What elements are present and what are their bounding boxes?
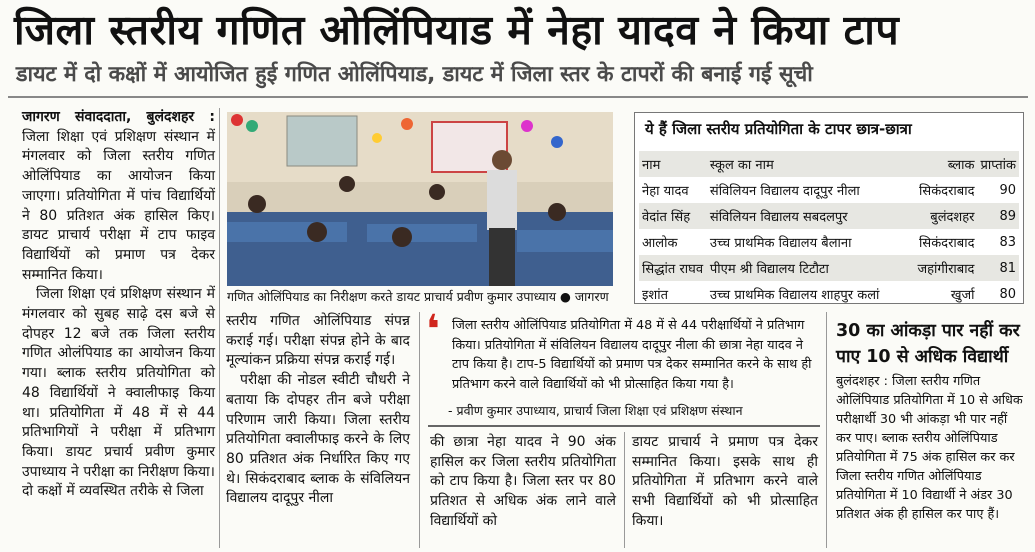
header-marks: प्राप्तांक <box>977 151 1019 177</box>
article-column-4 <box>632 433 818 532</box>
divider <box>428 425 820 427</box>
cell-school: उच्च प्राथमिक विद्यालय शाहपुर कलां <box>709 288 880 303</box>
sidebar-headline: 30 का आंकड़ा पार नहीं कर पाए 10 से अधिक विद्यार्थी <box>836 321 1020 367</box>
cell-name: इशांत <box>642 288 669 303</box>
paragraph: परीक्षा की नोडल स्वीटी चौधरी ने बताया कि दोपहर तीन बजे परीक्षा परिणाम जारी किया। जिला स्तरीय प्रतियोगिता क्वालीफाइ करने के लिए 80 प्रतिशत अंक निर्धारित किए गए थे। सिकंदराबाद ब्लाक के संविलियन विद्यालय दादूपुर नीला <box>226 372 410 507</box>
paragraph: की छात्रा नेहा यादव ने 90 अंक हासिल कर जिला स्तरीय प्रतियोगिता को टाप किया है। जिला स्तर पर 80 प्रतिशत से अधिक अंक लाने वाले विद्यार्थियों को <box>430 434 616 529</box>
cell-marks: 89 <box>977 203 1019 229</box>
article-column-3 <box>430 433 616 532</box>
column-divider <box>419 312 420 548</box>
dateline: जागरण संवाददाता, बुलंदशहर : <box>22 109 215 125</box>
table-row <box>639 203 1019 229</box>
cell-block: सिकंदराबाद <box>919 236 975 251</box>
cell-school: उच्च प्राथमिक विद्यालय बैलाना <box>709 236 852 251</box>
article-column-1 <box>22 108 215 502</box>
subheadline: डायट में दो कक्षों में आयोजित हुई गणित ओलिंपियाड, डायट में जिला स्तर के टापरों की बनाई गई सूची <box>16 62 813 87</box>
table-row <box>639 177 1019 203</box>
table-header-row <box>639 151 1019 177</box>
column-divider <box>219 108 220 548</box>
quote-mark-icon: ❛ <box>426 307 440 353</box>
divider <box>8 96 1028 98</box>
column-divider <box>826 312 827 548</box>
cell-name: आलोक <box>642 236 678 251</box>
cell-school: पीएम श्री विद्यालय टिटौटा <box>707 255 901 281</box>
cell-name: वेदांत सिंह <box>639 203 707 229</box>
column-divider <box>624 432 625 548</box>
paragraph: जिला शिक्षा एवं प्रशिक्षण संस्थान में मंगलवार को जिला स्तरीय गणित ओलिंपियाड का आयोजन किया जाएगा। प्रतियोगिता में पांच विद्यार्थियों ने 80 प्रतिशत अंक हासिल किए। डायट प्राचार्य परीक्षा में टाप फाइव विद्यार्थियों को प्रमाण पत्र देकर सम्मानित किया। <box>22 128 215 283</box>
table-row <box>639 281 1019 307</box>
sidebar-body: बुलंदशहर : जिला स्तरीय गणित ओलिंपियाड प्रतियोगिता में 10 से अधिक परीक्षार्थी 30 भी आंकड़ा भी पार नहीं कर पाए। ब्लाक स्तरीय ओलिंपियाड प्रतियोगिता में 75 अंक हासिल कर कर जिला स्तरीय गणित ओलिंपियाड प्रतियोगिता में 10 विद्यार्थी ने अंडर 30 प्रतिशत अंक ही हासिल कर पाए हैं। <box>836 374 1023 522</box>
cell-marks: 80 <box>999 286 1016 302</box>
photo-caption: गणित ओलिंपियाड का निरीक्षण करते डायट प्राचार्य प्रवीण कुमार उपाध्याय ● जागरण <box>227 289 609 304</box>
paragraph: स्तरीय गणित ओलिंपियाड संपन्न कराई गई। परीक्षा संपन्न होने के बाद मूल्यांकन प्रक्रिया संपन्न कराई गई। <box>226 313 410 369</box>
cell-school: संविलियन विद्यालय दादूपुर नीला <box>709 184 860 199</box>
cell-school: संविलियन विद्यालय सबदलपुर <box>707 203 901 229</box>
cell-name: नेहा यादव <box>642 184 689 199</box>
paragraph: डायट प्राचार्य ने प्रमाण पत्र देकर सम्मानित किया। इसके साथ ही प्रतियोगिता में प्रतिभाग करने वाले सभी विद्यार्थियों को भी प्रोत्साहित किया। <box>632 434 818 529</box>
cell-block: खुर्जा <box>950 288 975 303</box>
header-school: स्कूल का नाम <box>707 151 901 177</box>
paragraph: जिला शिक्षा एवं प्रशिक्षण संस्थान में मंगलवार को सुबह साढ़े दस बजे से दोपहर 12 बजे तक जिला स्तरीय गणित ओलंपियाड का आयोजन किया गया। ब्लाक स्तरीय प्रतियोगिता को 48 विद्यार्थियों ने क्वालीफाइ किया था। प्रतियोगिता में 48 में से 44 प्रतिभागियों ने परीक्षा में प्रतिभाग किया। डायट प्रचार्य प्रवीण कुमार उपाध्याय ने परीक्षा का निरीक्षण किया। दो कक्षों में व्यवस्थित तरीके से जिला <box>22 286 215 500</box>
table-row <box>639 255 1019 281</box>
quote-attribution: - प्रवीण कुमार उपाध्याय, प्राचार्य जिला शिक्षा एवं प्रशिक्षण संस्थान <box>448 403 743 418</box>
toppers-title: ये हैं जिला स्तरीय प्रतियोगिता के टापर छात्र-छात्रा <box>645 120 912 138</box>
quote-text: जिला स्तरीय ओलिंपियाड प्रतियोगिता में 48 में से 44 परीक्षार्थियों ने प्रतिभाग किया। प्रतियोगिता में संविलियन विद्यालय दादूपुर नीला की छात्रा नेहा यादव ने टाप किया है। टाप-5 विद्यार्थियों को प्रमाण पत्र देकर सम्मानित करने के साथ ही प्रतिभाग करने वाले विद्यार्थियों को भी प्रोत्साहित किया गया है। <box>452 318 812 392</box>
headline: जिला स्तरीय गणित ओलिंपियाड में नेहा यादव ने किया टाप <box>14 6 900 54</box>
cell-block: जहांगीराबाद <box>901 255 978 281</box>
toppers-table <box>639 151 1019 307</box>
cell-block: बुलंदशहर <box>901 203 978 229</box>
cell-name: सिद्धांत राघव <box>639 255 707 281</box>
article-column-2 <box>226 312 410 509</box>
table-row <box>639 229 1019 255</box>
toppers-table-box <box>634 112 1024 304</box>
cell-marks: 83 <box>999 234 1016 250</box>
header-name: नाम <box>639 151 707 177</box>
cell-block: सिकंदराबाद <box>919 184 975 199</box>
cell-marks: 81 <box>977 255 1019 281</box>
news-photo <box>227 112 613 286</box>
header-block: ब्लाक <box>901 151 978 177</box>
cell-marks: 90 <box>999 182 1016 198</box>
